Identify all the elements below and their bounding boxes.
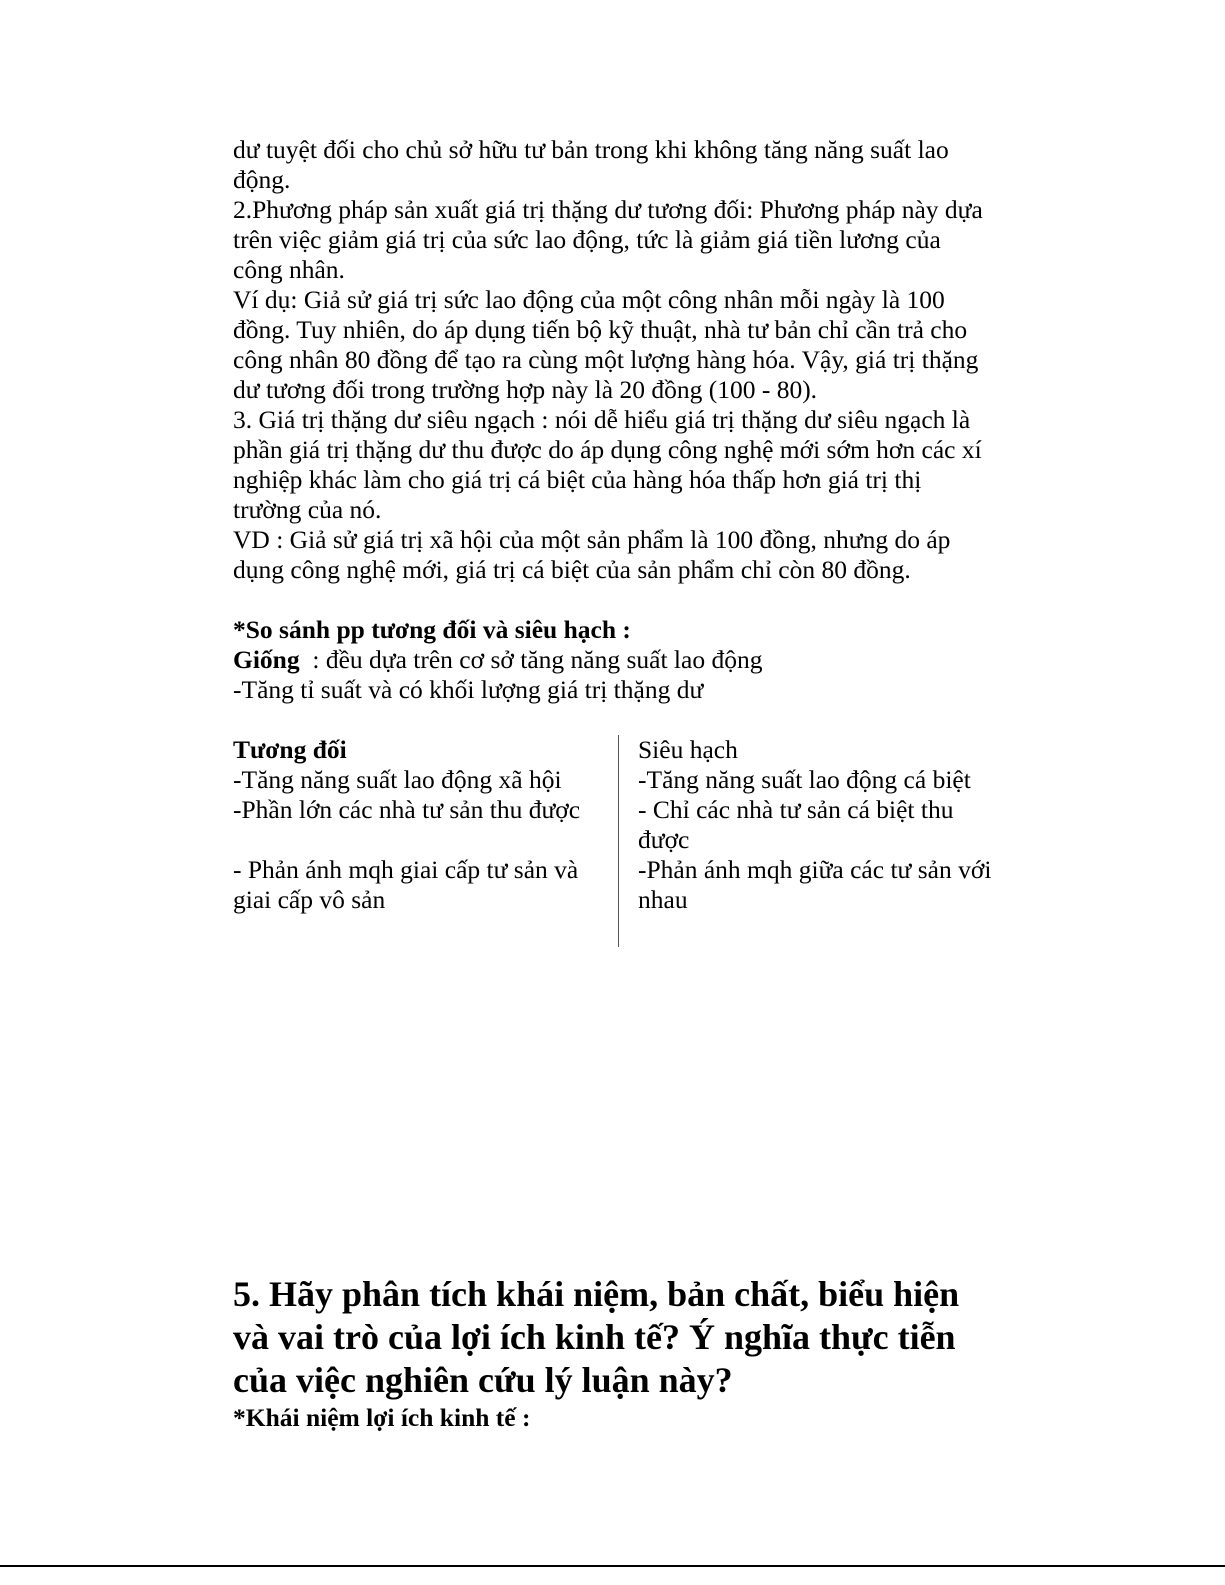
column-line: -Phản ánh mqh giữa các tư sản với	[638, 855, 992, 884]
column-header-super: Siêu hạch	[638, 735, 738, 764]
body-line: trường của nó.	[233, 495, 382, 524]
body-line: đồng. Tuy nhiên, do áp dụng tiến bộ kỹ thuật, nhà tư bản chỉ cần trả cho	[233, 315, 968, 344]
body-line: dụng công nghệ mới, giá trị cá biệt của sản phẩm chỉ còn 80 đồng.	[233, 555, 911, 584]
body-line: nghiệp khác làm cho giá trị cá biệt của hàng hóa thấp hơn giá trị thị	[233, 465, 922, 494]
body-line: động.	[233, 165, 291, 194]
comparison-column-relative	[233, 735, 613, 915]
column-line: - Chỉ các nhà tư sản cá biệt thu	[638, 795, 954, 824]
column-line: được	[638, 825, 690, 854]
column-line: -Tăng năng suất lao động cá biệt	[638, 765, 971, 794]
document-body	[233, 135, 1013, 947]
column-divider	[618, 735, 619, 947]
body-line: Ví dụ: Giả sử giá trị sức lao động của một công nhân mỗi ngày là 100	[233, 285, 945, 314]
page-bottom-rule	[0, 1565, 1225, 1567]
section-5-subheading: *Khái niệm lợi ích kinh tế :	[233, 1403, 531, 1432]
column-line-empty	[233, 825, 613, 855]
comparison-table	[233, 735, 1013, 947]
column-line: giai cấp vô sản	[233, 885, 386, 914]
heading-line: 5. Hãy phân tích khái niệm, bản chất, biểu hiện	[233, 1274, 960, 1314]
similar-text: : đều dựa trên cơ sở tăng năng suất lao động	[299, 645, 763, 674]
similar-line-2: -Tăng tỉ suất và có khối lượng giá trị thặng dư	[233, 675, 704, 704]
body-line: 2.Phương pháp sản xuất giá trị thặng dư tương đối: Phương pháp này dựa	[233, 195, 983, 224]
comparison-title: *So sánh pp tương đối và siêu hạch :	[233, 615, 631, 644]
body-line: VD : Giả sử giá trị xã hội của một sản phẩm là 100 đồng, nhưng do áp	[233, 525, 951, 554]
body-line: dư tuyệt đối cho chủ sở hữu tư bản trong khi không tăng năng suất lao	[233, 135, 949, 164]
similar-label: Giống	[233, 645, 300, 674]
column-header-relative: Tương đối	[233, 735, 347, 764]
heading-line: của việc nghiên cứu lý luận này?	[233, 1360, 733, 1400]
comparison-column-super	[638, 735, 1018, 915]
heading-line: và vai trò của lợi ích kinh tế? Ý nghĩa thực tiễn	[233, 1317, 956, 1357]
body-line: dư tương đối trong trường hợp này là 20 đồng (100 - 80).	[233, 375, 818, 404]
body-line: trên việc giảm giá trị của sức lao động, tức là giảm giá tiền lương của	[233, 225, 941, 254]
section-5-heading	[233, 1273, 1023, 1402]
body-line: công nhân.	[233, 255, 345, 284]
body-line: phần giá trị thặng dư thu được do áp dụng công nghệ mới sớm hơn các xí	[233, 435, 982, 464]
paragraph-gap	[233, 585, 1013, 615]
body-line: 3. Giá trị thặng dư siêu ngạch : nói dễ hiểu giá trị thặng dư siêu ngạch là	[233, 405, 971, 434]
body-line: công nhân 80 đồng để tạo ra cùng một lượng hàng hóa. Vậy, giá trị thặng	[233, 345, 979, 374]
similar-line	[233, 645, 1013, 675]
column-line: nhau	[638, 885, 688, 914]
column-line: -Tăng năng suất lao động xã hội	[233, 765, 562, 794]
column-line: -Phần lớn các nhà tư sản thu được	[233, 795, 581, 824]
column-line: - Phản ánh mqh giai cấp tư sản và	[233, 855, 579, 884]
